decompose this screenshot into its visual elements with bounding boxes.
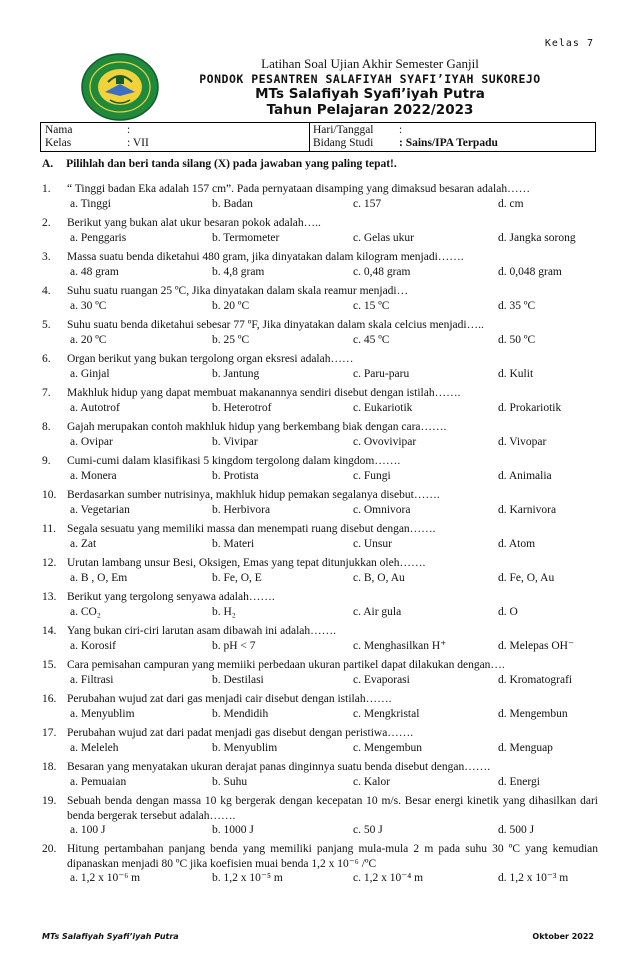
question-text: Sebuah benda dengan massa 10 kg bergerak dengan kecepatan 10 m/s. Besar energi kinetik yang dihasilkan dari benda bergerak tersebut adalah……. [67, 795, 598, 822]
question-text: Berikut yang bukan alat ukur besaran pokok adalah….. [67, 217, 321, 229]
question-item [42, 522, 598, 552]
question-text: Gajah merupakan contoh makhluk hidup yang berkembang biak dengan cara……. [67, 421, 447, 433]
option-d[interactable]: d. cm [498, 197, 524, 210]
option-a[interactable]: a. Filtrasi [70, 673, 114, 686]
answer-options [67, 401, 598, 416]
question-item [42, 726, 598, 756]
option-a[interactable]: a. Autotrof [70, 401, 120, 414]
option-c[interactable]: c. 45 ºC [353, 333, 390, 346]
question-text: Massa suatu benda diketahui 480 gram, jika dinyatakan dalam kilogram menjadi……. [67, 251, 464, 263]
question-item [42, 658, 598, 688]
answer-options [67, 367, 598, 382]
option-a[interactable]: a. CO₂ [70, 605, 101, 618]
option-c[interactable]: c. Kalor [353, 775, 391, 788]
option-a[interactable]: a. Penggaris [70, 231, 127, 244]
option-a[interactable]: a. Menyublim [70, 707, 135, 720]
option-c[interactable]: c. Menghasilkan H⁺ [353, 639, 447, 652]
option-a[interactable]: a. Meleleh [70, 741, 119, 754]
question-item [42, 250, 598, 280]
question-number: 10. [42, 489, 57, 501]
question-text: Perubahan wujud zat dari gas menjadi cair disebut dengan istilah……. [67, 693, 392, 705]
question-text: Urutan lambang unsur Besi, Oksigen, Emas yang tepat ditunjukkan oleh……. [67, 557, 426, 569]
question-item [42, 556, 598, 586]
question-item [42, 420, 598, 450]
option-d[interactable]: d. Melepas OH⁻ [498, 639, 575, 652]
info-divider [309, 123, 310, 151]
option-b[interactable]: b. Fe, O, E [212, 571, 262, 584]
option-c[interactable]: c. 157 [353, 197, 382, 210]
answer-options [67, 435, 598, 450]
student-info-box [40, 122, 596, 152]
option-b[interactable]: b. Heterotrof [212, 401, 272, 414]
question-number: 19. [42, 795, 57, 807]
question-text: Berdasarkan sumber nutrisinya, makhluk hidup pemakan segalanya disebut……. [67, 489, 440, 501]
option-c[interactable]: c. Paru-paru [353, 367, 410, 380]
option-b[interactable]: b. 1,2 x 10⁻⁵ m [212, 872, 283, 884]
question-text: Berikut yang tergolong senyawa adalah……. [67, 591, 275, 603]
question-text: Perubahan wujud zat dari padat menjadi gas disebut dengan peristiwa……. [67, 727, 414, 739]
option-d[interactable]: d. Jangka sorong [498, 231, 576, 244]
option-c[interactable]: c. 1,2 x 10⁻⁴ m [353, 872, 424, 884]
answer-options [67, 333, 598, 348]
option-a[interactable]: a. Zat [70, 537, 97, 550]
option-b[interactable]: b. Herbivora [212, 503, 271, 516]
option-c[interactable]: c. 0,48 gram [353, 265, 411, 278]
question-number: 12. [42, 557, 57, 569]
section-instruction: Pilihlah dan beri tanda silang (X) pada jawaban yang paling tepat!. [66, 158, 397, 170]
question-text: Hitung pertambahan panjang benda yang memiliki panjang mula-mula 2 m pada suhu 30 ºC yang kemudian dipanaskan menjadi 80 ºC jika koefisien muai benda 1,2 x 10⁻⁶ /ºC [67, 843, 598, 870]
option-a[interactable]: a. Tinggi [70, 197, 111, 210]
option-c[interactable]: c. Gelas ukur [353, 231, 414, 244]
question-text: Suhu suatu benda diketahui sebesar 77 ºF, Jika dinyatakan dalam skala celcius menjadi….. [67, 319, 484, 331]
kelas-label: Kelas [45, 137, 72, 149]
question-text: Besaran yang menyatakan ukuran derajat panas dinginnya suatu benda disebut dengan……. [67, 761, 491, 773]
option-d[interactable]: d. Menguap [498, 741, 553, 754]
option-d[interactable]: d. 35 ºC [498, 299, 536, 312]
question-text: Cumi-cumi dalam klasifikasi 5 kingdom tergolong dalam kingdom……. [67, 455, 401, 467]
question-item [42, 352, 598, 382]
question-text: Suhu suatu ruangan 25 ºC, Jika dinyatakan dalam skala reamur menjadi… [67, 285, 409, 297]
question-number: 9. [42, 455, 51, 467]
class-tag: Kelas 7 [544, 38, 594, 49]
question-number: 1. [42, 183, 51, 195]
answer-options [67, 231, 598, 246]
question-item [42, 590, 598, 620]
option-a[interactable]: a. Vegetarian [70, 503, 130, 516]
option-d[interactable]: d. O [498, 605, 518, 618]
option-c[interactable]: c. Omnivora [353, 503, 411, 516]
section-heading [42, 158, 397, 170]
question-item [42, 760, 598, 790]
question-number: 15. [42, 659, 57, 671]
option-b[interactable]: b. Termometer [212, 231, 280, 244]
option-a[interactable]: a. 48 gram [70, 265, 119, 278]
question-number: 20. [42, 843, 57, 855]
option-a[interactable]: a. 100 J [70, 824, 106, 836]
option-a[interactable]: a. 20 ºC [70, 333, 107, 346]
question-item [42, 624, 598, 654]
question-item [42, 386, 598, 416]
option-c[interactable]: c. 15 ºC [353, 299, 390, 312]
answer-options [67, 197, 598, 212]
question-text: Organ berikut yang bukan tergolong organ eksresi adalah…… [67, 353, 354, 365]
option-d[interactable]: d. Kromatografi [498, 673, 573, 686]
answer-options [67, 299, 598, 314]
question-text: Segala sesuatu yang memiliki massa dan menempati ruang disebut dengan……. [67, 523, 436, 535]
option-d[interactable]: d. Prokariotik [498, 401, 562, 414]
option-d[interactable]: d. Vivopar [498, 435, 547, 448]
option-d[interactable]: d. 50 ºC [498, 333, 536, 346]
option-b[interactable]: b. 20 ºC [212, 299, 250, 312]
option-d[interactable]: d. Fe, O, Au [498, 571, 555, 584]
question-item [42, 318, 598, 348]
question-number: 17. [42, 727, 57, 739]
question-number: 3. [42, 251, 51, 263]
option-b[interactable]: b. Mendidih [212, 707, 269, 720]
option-b[interactable]: b. Vivipar [212, 435, 258, 448]
option-a[interactable]: a. Korosif [70, 639, 116, 652]
option-d[interactable]: d. Kulit [498, 367, 534, 380]
option-d[interactable]: d. 1,2 x 10⁻³ m [498, 872, 569, 884]
answer-options [67, 707, 598, 722]
question-item [42, 454, 598, 484]
question-number: 4. [42, 285, 51, 297]
hari-value: : [399, 124, 403, 136]
option-b[interactable]: b. Suhu [212, 775, 248, 788]
option-b[interactable]: b. Materi [212, 537, 255, 550]
option-a[interactable]: a. Ginjal [70, 367, 110, 380]
question-number: 5. [42, 319, 51, 331]
academic-year: Tahun Pelajaran 2022/2023 [266, 102, 474, 118]
question-number: 6. [42, 353, 51, 365]
option-c[interactable]: c. Mengkristal [353, 707, 420, 720]
institution-name: PONDOK PESANTREN SALAFIYAH SYAFI’IYAH SUKOREJO [199, 72, 541, 86]
answer-options [67, 823, 598, 838]
option-a[interactable]: a. Ovipar [70, 435, 113, 448]
option-c[interactable]: c. Mengembun [353, 741, 422, 754]
answer-options [67, 605, 598, 620]
hari-label: Hari/Tanggal [313, 124, 374, 136]
option-b[interactable]: b. 25 ºC [212, 333, 250, 346]
option-d[interactable]: d. Karnivora [498, 503, 557, 516]
answer-options [67, 265, 598, 280]
option-a[interactable]: a. Pemuaian [70, 775, 127, 788]
option-c[interactable]: c. 50 J [353, 824, 383, 836]
bidang-label: Bidang Studi [313, 137, 374, 149]
answer-options [67, 503, 598, 518]
option-d[interactable]: d. Mengembun [498, 707, 568, 720]
option-c[interactable]: c. Eukariotik [353, 401, 413, 414]
option-a[interactable]: a. 1,2 x 10⁻⁶ m [70, 872, 141, 884]
option-d[interactable]: d. Atom [498, 537, 536, 550]
option-a[interactable]: a. Monera [70, 469, 117, 482]
school-logo [80, 52, 160, 122]
question-text: Makhluk hidup yang dapat membuat makanannya sendiri disebut dengan istilah……. [67, 387, 461, 399]
option-b[interactable]: b. 1000 J [212, 824, 254, 836]
option-d[interactable]: d. 500 J [498, 824, 535, 836]
option-b[interactable]: b. pH < 7 [212, 639, 256, 652]
option-b[interactable]: b. 4,8 gram [212, 265, 265, 278]
answer-options [67, 571, 598, 586]
question-number: 13. [42, 591, 57, 603]
option-a[interactable]: a. B , O, Em [70, 571, 128, 584]
question-number: 18. [42, 761, 57, 773]
option-d[interactable]: d. 0,048 gram [498, 265, 562, 278]
footer-school: MTs Salafiyah Syafi’iyah Putra [42, 932, 179, 941]
question-item [42, 842, 598, 886]
answer-options [67, 741, 598, 756]
footer-date: Oktober 2022 [532, 932, 594, 941]
answer-options [67, 469, 598, 484]
question-number: 8. [42, 421, 51, 433]
answer-options [67, 775, 598, 790]
option-c[interactable]: c. Air gula [353, 605, 402, 618]
option-c[interactable]: c. Unsur [353, 537, 392, 550]
question-number: 14. [42, 625, 57, 637]
option-c[interactable]: c. B, O, Au [353, 571, 405, 584]
question-number: 7. [42, 387, 51, 399]
option-a[interactable]: a. 30 ºC [70, 299, 107, 312]
question-text: Yang bukan ciri-ciri larutan asam dibawah ini adalah……. [67, 625, 337, 637]
question-number: 16. [42, 693, 57, 705]
question-number: 2. [42, 217, 51, 229]
option-c[interactable]: c. Evaporasi [353, 673, 410, 686]
option-c[interactable]: c. Fungi [353, 469, 391, 482]
answer-options [67, 537, 598, 552]
kelas-value: : VII [127, 137, 149, 149]
option-d[interactable]: d. Animalia [498, 469, 552, 482]
option-d[interactable]: d. Energi [498, 775, 540, 788]
option-b[interactable]: b. H₂ [212, 605, 236, 618]
nama-label: Nama [45, 124, 73, 136]
section-letter: A. [42, 158, 54, 170]
option-b[interactable]: b. Destilasi [212, 673, 264, 686]
school-name: MTs Salafiyah Syafi’iyah Putra [255, 86, 485, 102]
exam-title: Latihan Soal Ujian Akhir Semester Ganjil [261, 56, 479, 71]
option-b[interactable]: b. Protista [212, 469, 259, 482]
question-item [42, 216, 598, 246]
answer-options [67, 871, 598, 886]
question-item [42, 182, 598, 212]
option-b[interactable]: b. Menyublim [212, 741, 278, 754]
question-number: 11. [42, 523, 56, 535]
option-b[interactable]: b. Jantung [212, 367, 260, 380]
question-item [42, 794, 598, 838]
nama-value: : [127, 124, 131, 136]
bidang-value: : Sains/IPA Terpadu [399, 137, 498, 149]
question-item [42, 488, 598, 518]
question-item [42, 692, 598, 722]
answer-options [67, 673, 598, 688]
question-text: Cara pemisahan campuran yang memiiki perbedaan ukuran partikel dapat dilakukan dengan…. [67, 659, 505, 671]
option-c[interactable]: c. Ovovivipar [353, 435, 417, 448]
option-b[interactable]: b. Badan [212, 197, 253, 210]
question-item [42, 284, 598, 314]
question-text: “ Tinggi badan Eka adalah 157 cm”. Pada pernyataan disamping yang dimaksud besaran adalah…… [67, 183, 531, 195]
answer-options [67, 639, 598, 654]
